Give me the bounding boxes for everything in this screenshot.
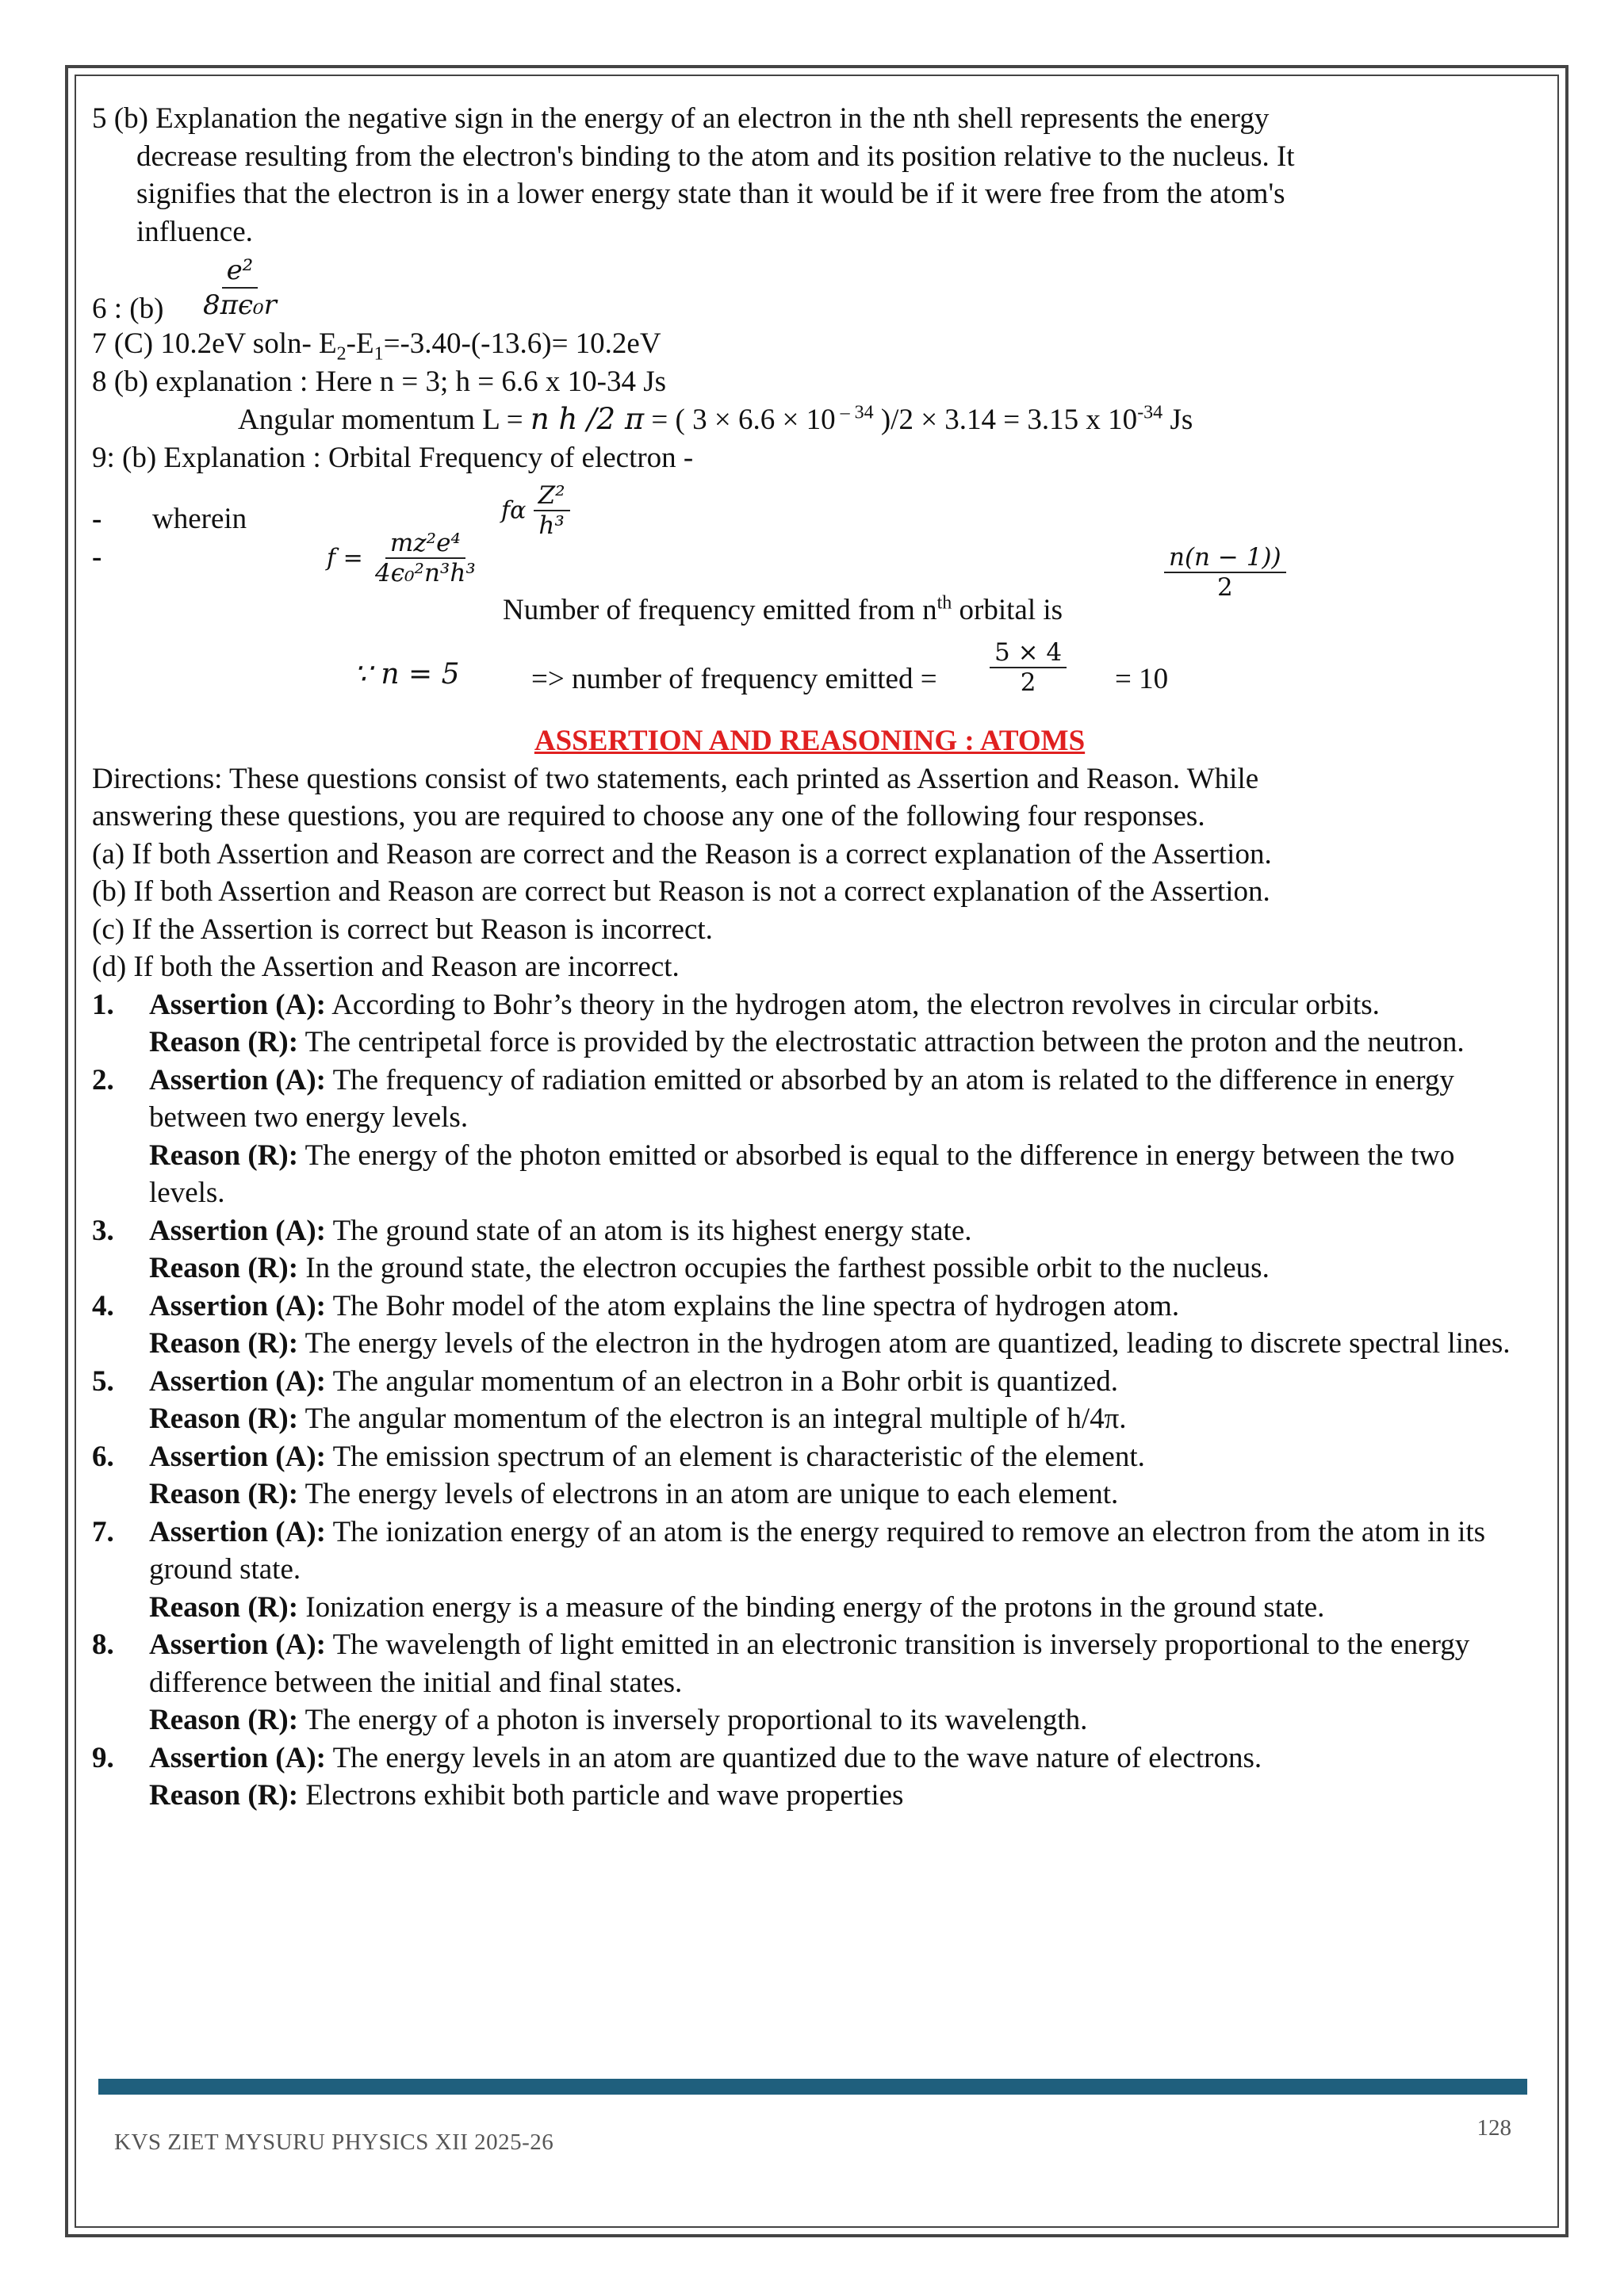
f-alpha-formula: fα $\frac{\text{Z²}}{\text{h³}}$ bbox=[501, 481, 570, 540]
question-number: 2. bbox=[92, 1063, 114, 1096]
assertion: Assertion (A): The energy levels in an atom are quantized due to the wave nature of electrons. bbox=[149, 1741, 1262, 1774]
answer-9-line-1: 9: (b) Explanation : Orbital Frequency of electron - bbox=[92, 441, 694, 474]
footer-title: KVS ZIET MYSURU PHYSICS XII 2025-26 bbox=[114, 2130, 554, 2155]
n-orbital-fraction: $\frac{n(n - 1))}{2}$ bbox=[1164, 543, 1286, 602]
option-b: (b) If both Assertion and Reason are correct but Reason is not a correct explanation of the Assertion. bbox=[92, 875, 1270, 908]
question-8 bbox=[92, 1626, 1527, 1739]
frequency-result: = 10 bbox=[1115, 663, 1169, 695]
assertion: Assertion (A): According to Bohr’s theory in the hydrogen atom, the electron revolves in circular orbits. bbox=[149, 988, 1380, 1021]
option-c: (c) If the Assertion is correct but Reason is incorrect. bbox=[92, 913, 713, 946]
answer-8-line-2: Angular momentum L = n h /2 π = ( 3 × 6.6 × 10 $^{- 34}$ )/2 × 3.14 = 3.15 x $10^{-34}$ Js bbox=[238, 402, 1193, 436]
directions-line-1: Directions: These questions consist of two statements, each printed as Assertion and Reason. While bbox=[92, 762, 1259, 795]
answer-8-line-1: 8 (b) explanation : Here n = 3; h = 6.6 x 10-34 Js bbox=[92, 365, 667, 398]
dash-bullet-1: - bbox=[92, 503, 102, 535]
reason: Reason (R): The energy levels of the electron in the hydrogen atom are quantized, leading to discrete spectral lines. bbox=[149, 1327, 1511, 1360]
answer-7: 7 (C) 10.2eV soln- $E_2-E_1=-3.40-(-13.6)= 10.2eV$ bbox=[92, 327, 661, 365]
since-n-equals-5: ∵ n = 5 bbox=[354, 658, 460, 691]
dash-bullet-2: - bbox=[92, 541, 102, 573]
answer-6-denominator: 8πϵ₀r bbox=[203, 289, 277, 321]
question-number: 7. bbox=[92, 1515, 114, 1548]
assertion: Assertion (A): The emission spectrum of an element is characteristic of the element. bbox=[149, 1440, 1145, 1473]
answer-5-line-3: signifies that the electron is in a lower energy state than it would be if it were free from the atom's bbox=[136, 178, 1285, 210]
answer-6-fraction bbox=[198, 254, 282, 322]
answer-5-line-4: influence. bbox=[136, 215, 253, 248]
question-number: 1. bbox=[92, 988, 114, 1021]
answer-5-line-1: 5 (b) Explanation the negative sign in the energy of an electron in the nth shell represents the energy bbox=[92, 102, 1270, 135]
assertion: Assertion (A): The ground state of an atom is its highest energy state. bbox=[149, 1214, 972, 1247]
answer-6-label: 6 : (b) bbox=[92, 293, 164, 325]
question-number: 5. bbox=[92, 1364, 114, 1398]
answer-5-line-2: decrease resulting from the electron's binding to the atom and its position relative to the nucleus. It bbox=[136, 140, 1295, 173]
answer-6 bbox=[92, 251, 1527, 325]
option-d: (d) If both the Assertion and Reason are incorrect. bbox=[92, 951, 680, 983]
option-a: (a) If both Assertion and Reason are correct and the Reason is a correct explanation of the Assertion. bbox=[92, 837, 1272, 871]
question-4 bbox=[92, 1288, 1527, 1363]
assertion: Assertion (A): The ionization energy of an atom is the energy required to remove an electron from the atom in its ground state. bbox=[149, 1515, 1486, 1586]
reason: Reason (R): Ionization energy is a measure of the binding energy of the protons in the ground state. bbox=[149, 1590, 1325, 1624]
reason: Reason (R): The centripetal force is provided by the electrostatic attraction between the proton and the neutron. bbox=[149, 1026, 1465, 1058]
f-formula: f = $\frac{\text{mz²e⁴}}{\text{4ϵ₀²n³h³}}$ bbox=[327, 529, 476, 587]
question-3 bbox=[92, 1212, 1527, 1288]
section-heading: ASSERTION AND REASONING : ATOMS bbox=[534, 725, 1086, 757]
emitted-from-nth-orbital: Number of frequency emitted from $n^{th}$ orbital is bbox=[503, 592, 1063, 626]
reason: Reason (R): Electrons exhibit both particle and wave properties bbox=[149, 1779, 904, 1812]
footer-divider-bar bbox=[98, 2079, 1527, 2095]
reason: Reason (R): The energy of the photon emitted or absorbed is equal to the difference in energy between the two levels. bbox=[149, 1138, 1455, 1209]
angular-momentum-formula: n h /2 π bbox=[530, 402, 645, 436]
assertion: Assertion (A): The wavelength of light emitted in an electronic transition is inversely proportional to the energy difference between the initial and final states. bbox=[149, 1628, 1470, 1699]
directions-line-2: answering these questions, you are required to choose any one of the following four responses. bbox=[92, 800, 1205, 832]
question-5 bbox=[92, 1363, 1527, 1438]
assertion: Assertion (A): The angular momentum of an electron in a Bohr orbit is quantized. bbox=[149, 1364, 1119, 1398]
reason: Reason (R): The angular momentum of the electron is an integral multiple of h/4π. bbox=[149, 1402, 1127, 1435]
assertion: Assertion (A): The Bohr model of the atom explains the line spectra of hydrogen atom. bbox=[149, 1289, 1180, 1322]
question-number: 3. bbox=[92, 1214, 114, 1247]
assertion: Assertion (A): The frequency of radiation emitted or absorbed by an atom is related to the difference in energy between two energy levels. bbox=[149, 1063, 1454, 1134]
question-number: 8. bbox=[92, 1628, 114, 1661]
number-of-frequency-emitted: => number of frequency emitted = bbox=[531, 663, 937, 695]
question-7 bbox=[92, 1513, 1527, 1627]
question-6 bbox=[92, 1438, 1527, 1513]
wherein-label: wherein bbox=[152, 503, 247, 535]
reason: Reason (R): The energy of a photon is inversely proportional to its wavelength. bbox=[149, 1704, 1088, 1736]
reason: Reason (R): In the ground state, the electron occupies the farthest possible orbit to the nucleus. bbox=[149, 1252, 1270, 1284]
question-number: 9. bbox=[92, 1741, 114, 1774]
page-number: 128 bbox=[1477, 2115, 1511, 2141]
question-2 bbox=[92, 1062, 1527, 1212]
question-9 bbox=[92, 1739, 1527, 1815]
answer-6-numerator: e² bbox=[222, 254, 259, 289]
question-number: 4. bbox=[92, 1289, 114, 1322]
page-content bbox=[92, 100, 1527, 1815]
reason: Reason (R): The energy levels of electrons in an atom are unique to each element. bbox=[149, 1478, 1119, 1510]
calc-fraction: $\frac{5 \times 4}{2}$ bbox=[990, 638, 1067, 697]
question-1 bbox=[92, 986, 1527, 1062]
question-number: 6. bbox=[92, 1440, 114, 1473]
answer-9-formulas bbox=[92, 476, 1527, 714]
